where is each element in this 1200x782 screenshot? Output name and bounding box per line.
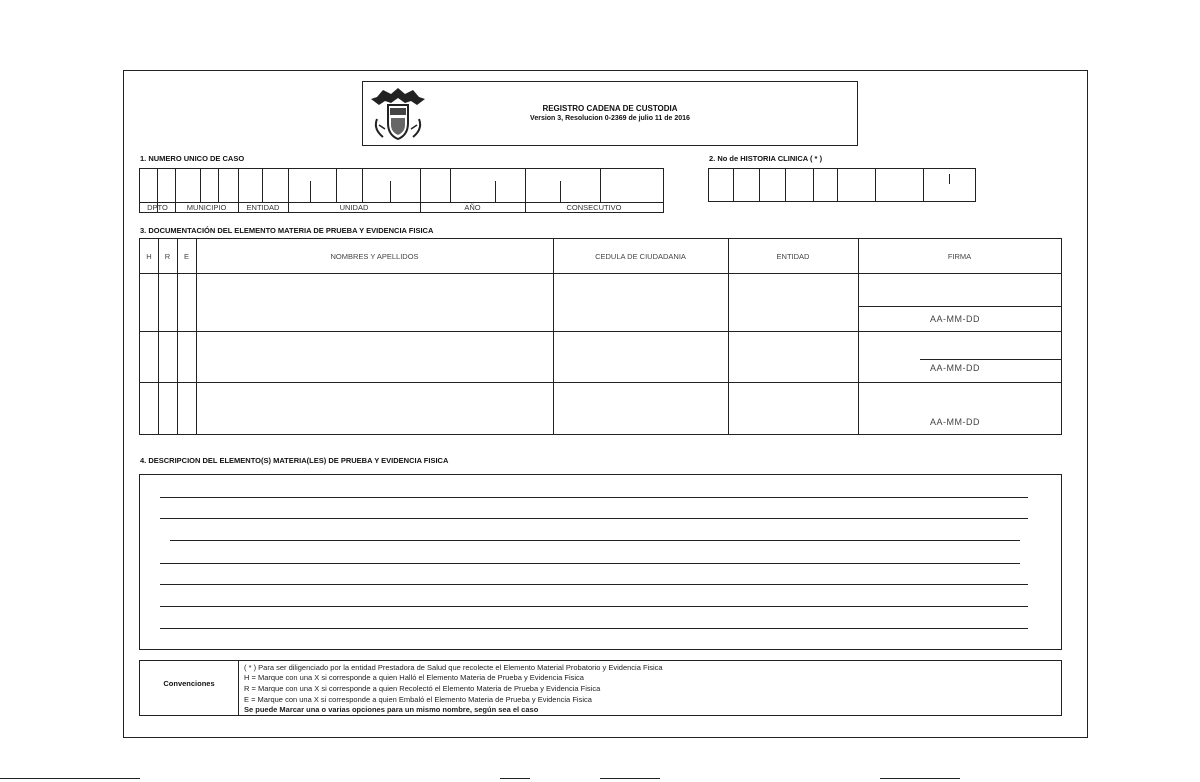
- section1-title: 1. NUMERO UNICO DE CASO: [140, 154, 245, 163]
- field-anio: AÑO: [464, 203, 481, 212]
- date-row-3: AA-MM-DD: [930, 417, 980, 427]
- form-subtitle: Version 3, Resolucion 0-2369 de julio 11 de 2016: [530, 115, 690, 122]
- scan-mark: [880, 778, 960, 779]
- col-nombres: NOMBRES Y APELLIDOS: [330, 252, 419, 261]
- section2-title: 2. No de HISTORIA CLINICA ( * ): [709, 154, 823, 163]
- col-e: E: [183, 252, 189, 261]
- col-h: H: [146, 252, 152, 261]
- field-dpto: DPTO: [147, 203, 168, 212]
- form-title: REGISTRO CADENA DE CUSTODIA: [542, 104, 678, 113]
- coat-of-arms-icon: [369, 85, 427, 143]
- clinical-history-grid[interactable]: [708, 168, 976, 202]
- conventions-box: [139, 660, 1062, 716]
- case-number-grid[interactable]: [139, 168, 664, 213]
- scan-mark: [500, 778, 530, 779]
- col-firma: FIRMA: [947, 252, 972, 261]
- field-consecutivo: CONSECUTIVO: [566, 203, 622, 212]
- section4-title: 4. DESCRIPCION DEL ELEMENTO(S) MATERIA(LES) DE PRUEBA Y EVIDENCIA FISICA: [140, 456, 449, 465]
- field-unidad: UNIDAD: [339, 203, 369, 212]
- convention-h: H = Marque con una X si corresponde a quien Halló el Elemento Materia de Prueba y Evidencia Fisica: [244, 673, 584, 682]
- col-cedula: CEDULA DE CIUDADANIA: [595, 252, 686, 261]
- section3-title: 3. DOCUMENTACIÓN DEL ELEMENTO MATERIA DE PRUEBA Y EVIDENCIA FISICA: [140, 226, 434, 235]
- convention-note: ( * ) Para ser diligenciado por la entidad Prestadora de Salud que recolecte el Elemento Material Probatorio y Evidencia Fisica: [244, 663, 663, 672]
- convention-e: E = Marque con una X si corresponde a quien Embaló el Elemento Materia de Prueba y Evidencia Fisica: [244, 695, 592, 704]
- col-r: R: [164, 252, 171, 261]
- convention-footer: Se puede Marcar una o varias opciones para un mismo nombre, según sea el caso: [244, 705, 539, 714]
- conventions-label: Convenciones: [163, 679, 215, 688]
- scan-mark: [0, 778, 140, 779]
- date-row-1: AA-MM-DD: [930, 314, 980, 324]
- form-header: [362, 81, 858, 146]
- field-municipio: MUNICIPIO: [186, 203, 227, 212]
- field-entidad: ENTIDAD: [246, 203, 280, 212]
- convention-r: R = Marque con una X si corresponde a quien Recolectó el Elemento Materia de Prueba y Evidencia Fisica: [244, 684, 601, 693]
- scan-mark: [600, 778, 660, 779]
- col-entidad: ENTIDAD: [776, 252, 810, 261]
- date-row-2: AA-MM-DD: [930, 363, 980, 373]
- description-box[interactable]: [139, 474, 1062, 650]
- custody-table[interactable]: [139, 238, 1062, 435]
